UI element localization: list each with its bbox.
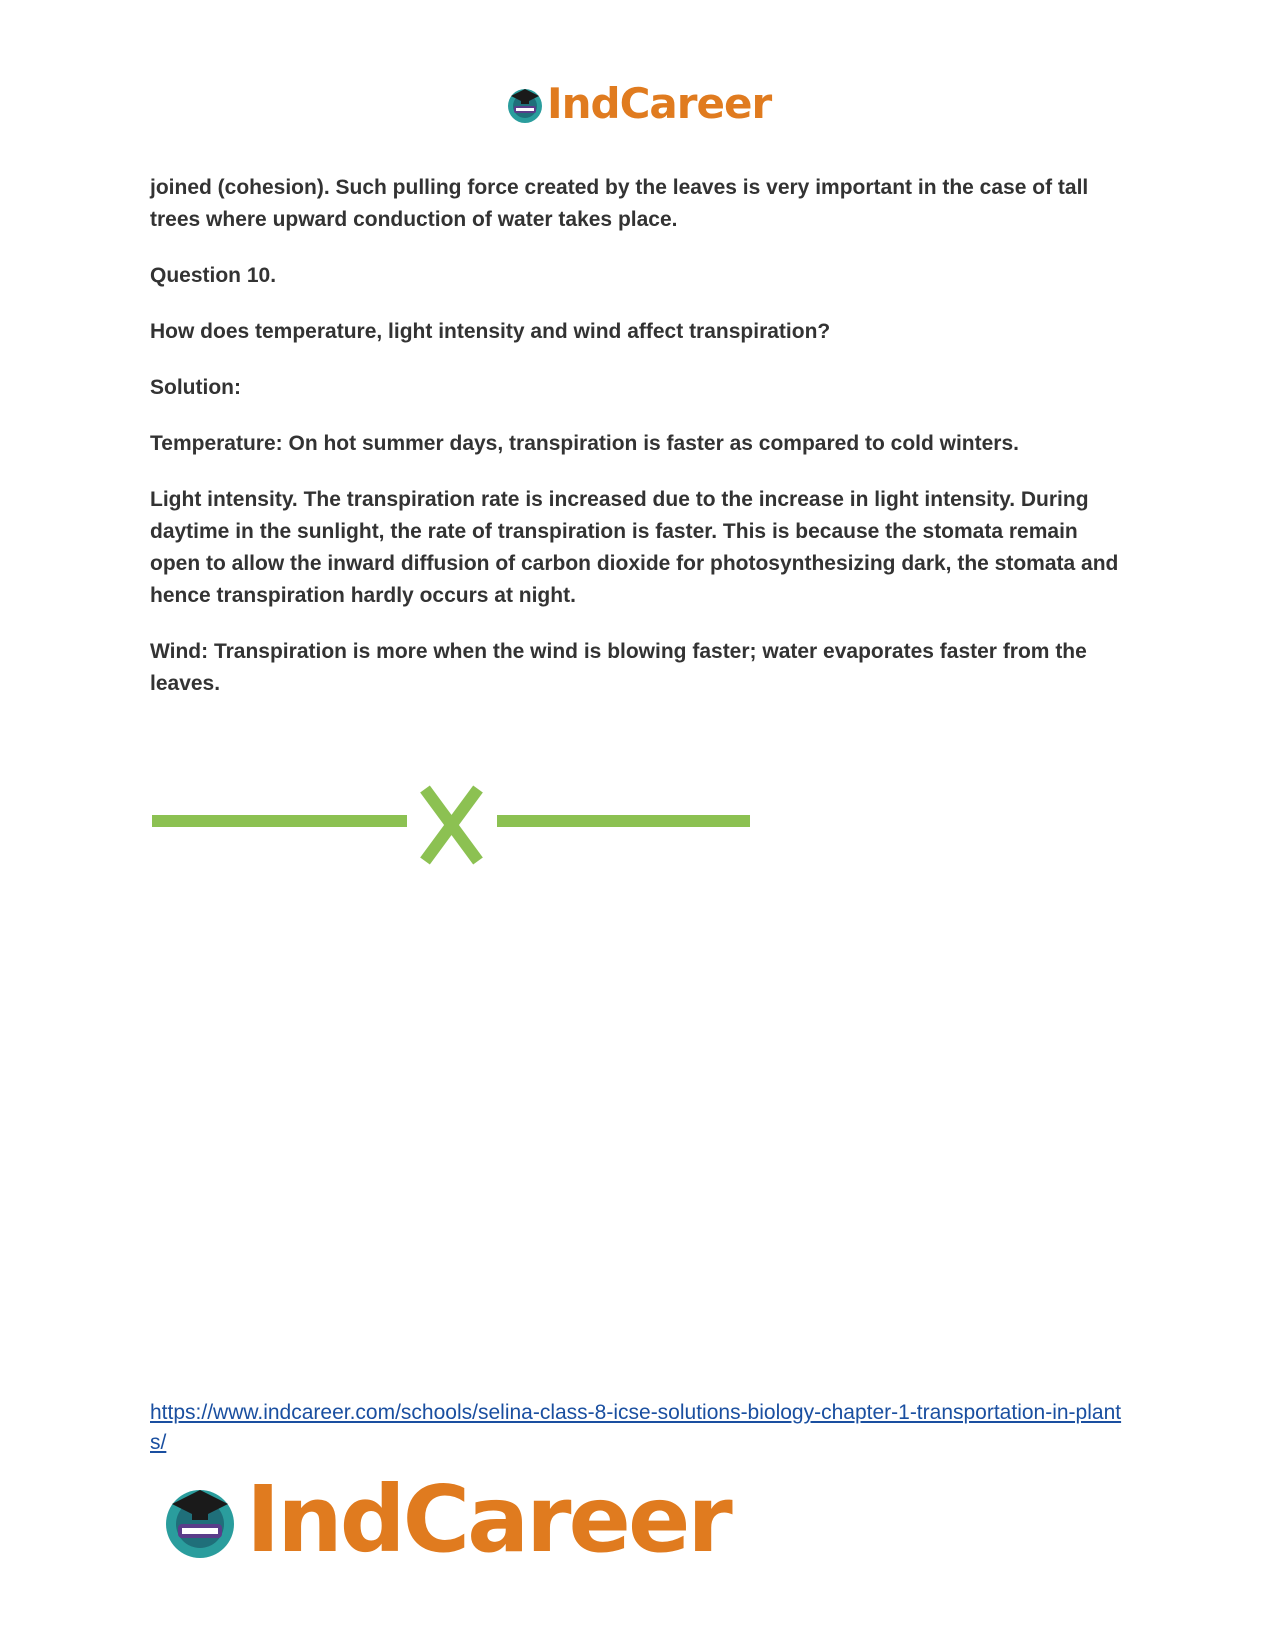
answer-paragraph: Temperature: On hot summer days, transpiration is faster as compared to cold winters. bbox=[150, 432, 1019, 455]
question-text: How does temperature, light intensity and wind affect transpiration? bbox=[150, 320, 831, 343]
continuation-paragraph: joined (cohesion). Such pulling force created by the leaves is very important in the case of tall trees where upward conduction of water takes place. bbox=[150, 176, 1089, 231]
graduation-globe-icon bbox=[505, 84, 545, 124]
answer-paragraph: Light intensity. The transpiration rate is increased due to the increase in light intensity. During daytime in the sunlight, the rate of transpiration is faster. This is because the stomata remain open to allow the inward diffusion of carbon dioxide for photosynthesizing dark, the stomata and hence transpiration hardly occurs at night. bbox=[150, 488, 1119, 607]
header-logo bbox=[505, 80, 771, 128]
divider-line-left bbox=[152, 815, 407, 827]
divider-line-right bbox=[497, 815, 750, 827]
footer-logo bbox=[160, 1466, 730, 1573]
footer-logo-text: IndCareer bbox=[246, 1466, 730, 1573]
header-logo-text: IndCareer bbox=[547, 79, 772, 128]
document-body bbox=[150, 172, 1125, 724]
graduation-globe-icon bbox=[160, 1480, 240, 1560]
solution-label: Solution: bbox=[150, 376, 241, 399]
source-url-link[interactable]: https://www.indcareer.com/schools/selina-class-8-icse-solutions-biology-chapter-1-transportation-in-plants/ bbox=[150, 1401, 1122, 1454]
question-label: Question 10. bbox=[150, 264, 277, 287]
answer-paragraph: Wind: Transpiration is more when the wind is blowing faster; water evaporates faster from the leaves. bbox=[150, 640, 1087, 695]
section-divider bbox=[150, 785, 750, 865]
divider-x-icon bbox=[425, 789, 478, 861]
